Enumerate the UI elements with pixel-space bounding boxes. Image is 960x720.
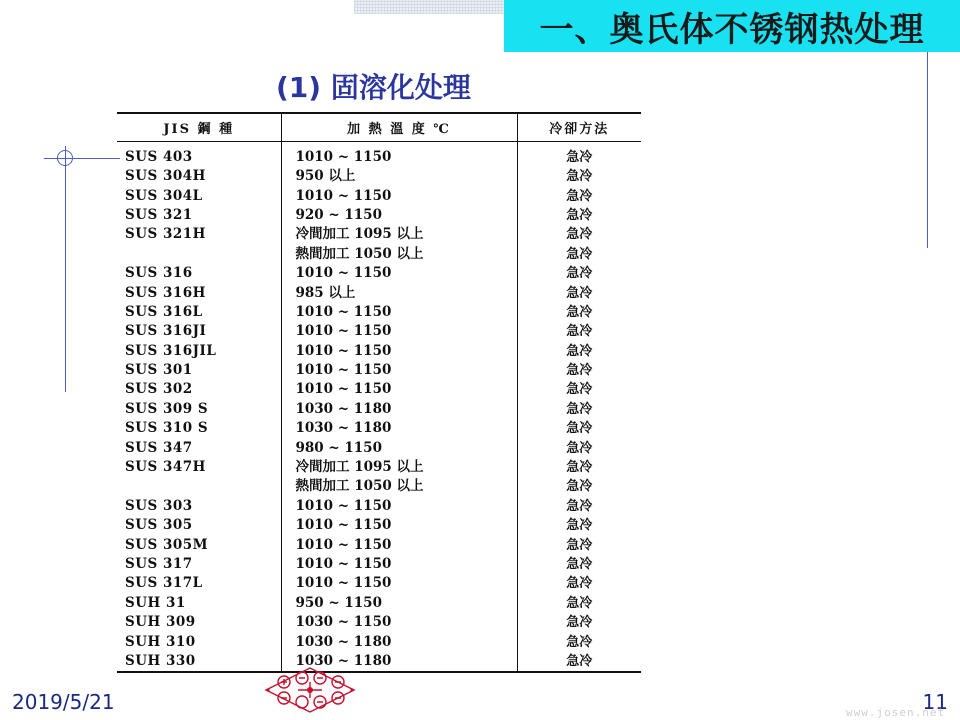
cell-cooling-method: 急冷 [517,594,641,613]
table-row [117,142,641,168]
table-row [117,652,641,671]
table-row [117,167,641,186]
cell-steel-grade: SUS 301 [125,362,193,379]
cell-steel-grade: SUS 302 [125,381,193,398]
cell-cooling-method: 急冷 [517,652,641,671]
cell-steel-grade: SUH 310 [125,633,196,650]
table-row [117,458,641,477]
table-row [117,555,641,574]
cell-steel-grade: SUS 316L [125,303,203,320]
table-row [117,535,641,554]
cell-heating-temp: 1010 ~ 1150 [281,535,517,554]
cell-steel-grade: SUS 347 [125,439,193,456]
data-table [117,114,641,671]
cell-cooling-method: 急冷 [517,535,641,554]
cell-heating-temp: 熱間加工 1050 以上 [281,245,517,264]
table-row [117,322,641,341]
cell-heating-temp: 950 ~ 1150 [281,594,517,613]
cell-heating-temp: 熱間加工 1050 以上 [281,477,517,496]
cell-heating-temp: 1010 ~ 1150 [281,361,517,380]
top-decorative-band [354,0,504,14]
cell-cooling-method: 急冷 [517,264,641,283]
cell-heating-temp: 冷間加工 1095 以上 [281,458,517,477]
cell-cooling-method: 急冷 [517,206,641,225]
cell-cooling-method: 急冷 [517,167,641,186]
table-bottom-rule [117,671,641,673]
cell-cooling-method: 急冷 [517,613,641,632]
cell-heating-temp: 1010 ~ 1150 [281,186,517,205]
cell-heating-temp: 1030 ~ 1180 [281,632,517,651]
table-row [117,419,641,438]
cell-cooling-method: 急冷 [517,516,641,535]
cell-heating-temp: 1030 ~ 1180 [281,400,517,419]
table-row [117,380,641,399]
cell-cooling-method: 急冷 [517,186,641,205]
cell-steel-grade: SUS 316H [125,284,206,301]
cell-steel-grade: SUS 403 [125,149,193,165]
table-row [117,264,641,283]
cell-cooling-method: 急冷 [517,477,641,496]
cell-heating-temp: 1010 ~ 1150 [281,142,517,168]
cell-cooling-method: 急冷 [517,245,641,264]
cell-cooling-method: 急冷 [517,342,641,361]
cell-cooling-method: 急冷 [517,322,641,341]
table-row [117,632,641,651]
cell-heating-temp: 980 ~ 1150 [281,438,517,457]
cell-steel-grade: SUS 347H [125,459,206,476]
table-row [117,613,641,632]
cell-heating-temp: 1010 ~ 1150 [281,342,517,361]
left-accent-hline [44,158,120,159]
cell-cooling-method: 急冷 [517,225,641,244]
cell-cooling-method: 急冷 [517,574,641,593]
table-row [117,497,641,516]
cell-steel-grade: SUS 317 [125,556,193,572]
cell-heating-temp: 冷間加工 1095 以上 [281,225,517,244]
table-row [117,438,641,457]
cell-steel-grade: SUS 303 [125,497,193,514]
cell-heating-temp: 1010 ~ 1150 [281,497,517,516]
cell-heating-temp: 1010 ~ 1150 [281,555,517,574]
title-banner [504,0,960,52]
cell-heating-temp: 1010 ~ 1150 [281,303,517,322]
cell-steel-grade: SUS 316 [125,265,193,282]
cell-heating-temp: 950 以上 [281,167,517,186]
slide-subtitle: (1) 固溶化处理 [276,71,471,104]
table-row [117,594,641,613]
slide-title: 一、奥氏体不锈钢热处理 [539,9,925,50]
cell-heating-temp: 1010 ~ 1150 [281,380,517,399]
cell-heating-temp: 1030 ~ 1150 [281,613,517,632]
table-row [117,516,641,535]
cell-cooling-method: 急冷 [517,361,641,380]
cell-heating-temp: 1010 ~ 1150 [281,516,517,535]
cell-cooling-method: 急冷 [517,142,641,168]
heat-treatment-table [117,112,641,673]
table-row [117,342,641,361]
cell-heating-temp: 1030 ~ 1180 [281,419,517,438]
header-heating-temp: 加 熱 溫 度 ℃ [281,114,517,142]
cell-steel-grade: SUH 309 [125,614,196,631]
cell-cooling-method: 急冷 [517,400,641,419]
cell-heating-temp: 1030 ~ 1180 [281,652,517,671]
cell-steel-grade: SUS 309 S [125,400,209,417]
cell-cooling-method: 急冷 [517,458,641,477]
watermark: www.josen.net [846,706,946,719]
cell-heating-temp: 920 ~ 1150 [281,206,517,225]
table-header-row [117,114,641,142]
table-row [117,400,641,419]
cell-steel-grade: SUH 330 [125,652,196,669]
right-accent-line [927,52,928,248]
table-row [117,574,641,593]
table-row [117,206,641,225]
table-row [117,361,641,380]
slide-date: 2019/5/21 [12,690,115,714]
cell-steel-grade: SUS 316JIL [125,342,217,359]
cell-cooling-method: 急冷 [517,380,641,399]
cell-steel-grade: SUS 305M [125,536,209,553]
cell-steel-grade: SUS 310 S [125,420,209,437]
cell-steel-grade: SUS 317L [125,575,203,592]
cell-steel-grade: SUS 304H [125,168,206,185]
cell-cooling-method: 急冷 [517,438,641,457]
cell-cooling-method: 急冷 [517,283,641,302]
table-row [117,225,641,244]
cell-heating-temp: 1010 ~ 1150 [281,264,517,283]
cell-steel-grade: SUS 304L [125,187,203,204]
table-row [117,245,641,264]
cell-steel-grade [117,477,281,496]
table-row [117,477,641,496]
cell-heating-temp: 1010 ~ 1150 [281,574,517,593]
page-number: 11 [922,690,948,714]
cell-steel-grade: SUS 321 [125,206,193,223]
cell-heating-temp: 985 以上 [281,283,517,302]
header-steel-grade: JIS 鋼 種 [163,122,235,137]
table-row [117,283,641,302]
cell-cooling-method: 急冷 [517,555,641,574]
table-row [117,303,641,322]
cell-steel-grade [117,245,281,264]
cell-heating-temp: 1010 ~ 1150 [281,322,517,341]
cell-cooling-method: 急冷 [517,632,641,651]
company-logo [262,664,358,716]
cell-cooling-method: 急冷 [517,497,641,516]
cell-steel-grade: SUH 31 [125,594,186,611]
table-row [117,186,641,205]
header-cooling-method: 冷卻方法 [517,114,641,142]
cell-steel-grade: SUS 305 [125,517,193,534]
cell-cooling-method: 急冷 [517,303,641,322]
crosshair-ornament [57,150,73,166]
cell-steel-grade: SUS 321H [125,226,206,243]
left-accent-line [65,146,66,392]
cell-cooling-method: 急冷 [517,419,641,438]
cell-steel-grade: SUS 316JI [125,323,207,340]
